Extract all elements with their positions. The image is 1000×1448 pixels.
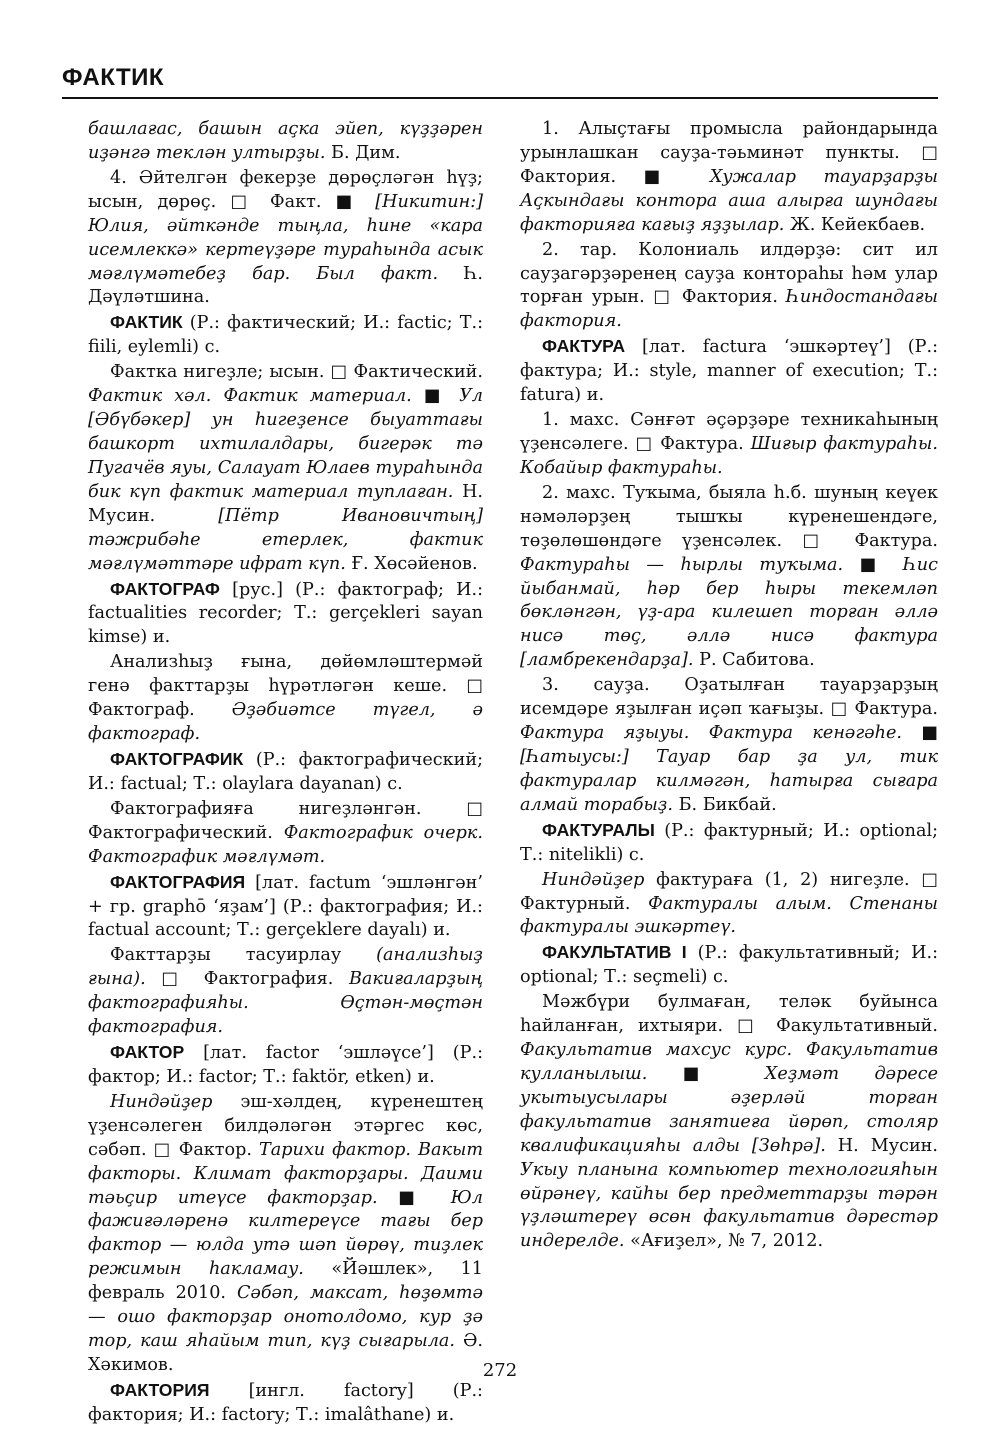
sense: Ниндәйҙер фактураға (1, 2) нигеҙле. □ Фактурный. Фактуралы алым. Стенаны фактуралы эшкәртеү. <box>520 869 938 941</box>
white-square-icon <box>635 434 653 454</box>
white-square-icon <box>154 1140 172 1160</box>
black-square-icon <box>921 723 938 743</box>
page-header-title: ФАКТИК <box>62 64 165 91</box>
sense: Анализһыҙ ғына, дөйөмләштермәй генә факттарҙы һүрәтләгән кеше. □ Фактограф. Әҙәбиәтсе түгел, ә фактограф. <box>88 651 483 747</box>
sense: Фактка нигеҙле; ысын. □ Фактический. Фактик хәл. Фактик материал. ■ Ул [Әбүбәкер] ун һигеҙенсе быуаттағы башкорт ихтилалдары, бигерәк тә Пугачёв яуы, Салауат Юлаев тураһында бик күп фактик материал туплаған. Н. Мусин. [Пётр Ивановичтың] тәжрибәһе етерлек, фактик мәғлүмәттәре ифрат күп. Ғ. Хөсәйенов. <box>88 361 483 576</box>
black-square-icon <box>683 1064 730 1084</box>
entry-headword-faktik: ФАКТИК (Р.: фактический; И.: factic; Т.: fiili, eylemli) с. <box>88 312 483 358</box>
white-square-icon <box>466 676 483 696</box>
black-square-icon <box>336 192 361 212</box>
black-square-icon <box>860 555 888 575</box>
sense: Фактографияға нигеҙләнгән. □ Фактографический. Фактографик очерк. Фактографик мәғлүмәт. <box>88 798 483 870</box>
page-number: 272 <box>482 1360 518 1381</box>
entry-headword-faktograf: ФАКТОГРАФ [рус.] (Р.: фактограф; И.: factualities recorder; Т.: gerçekleri sayan kimse) и. <box>88 578 483 648</box>
right-column <box>520 118 938 1255</box>
white-square-icon <box>331 362 348 382</box>
entry-continuation: башлағас, башын аҫка эйеп, күҙҙәрен иҙәнгә теклән ултырҙы. Б. Дим. <box>88 119 483 163</box>
black-square-icon <box>644 167 683 187</box>
sense: 4. Әйтелгән фекерҙе дөрөҫләгән һүҙ; ысын, дөрөҫ. □ Факт. ■ [Никитин:] Юлия, әйткәнде тыңла, һине «кара исемлеккә» кертеүҙәре тураһында асык мәғлүмәтебеҙ бар. Был факт. Һ. Дәүләтшина. <box>88 167 483 311</box>
sense: Мәжбүри булмаған, теләк буйынса һайланған, ихтыяри. □ Факультативный. Факультатив махсус курс. Факультатив кулланылыш. ■ Хеҙмәт дәресе укытыусылары әҙерләй торған факультатив занятиеға йөрөп, столяр квалификацияһы алды [Зөһрә]. Н. Мусин. Укыу планына компьютер технологияһын өйрәнеү, кайһы бер предметтарҙы тәрән үҙләштереү өсөн факультатив дәрестәр индерелде. «Ағиҙел», № 7, 2012. <box>520 991 938 1254</box>
header-rule <box>62 97 938 99</box>
sense: 1. Алыҫтағы промысла райондарында урынлашкан сауҙа-тәьминәт пункты. □ Фактория. ■ Хужалар тауарҙарҙы Аҫкындағы контора аша алырға шундағы факторияға кағыҙ яҙҙылар. Ж. Кейекбаев. <box>520 118 938 238</box>
left-column <box>88 118 483 1429</box>
entry-headword-faktura: ФАКТУРА [лат. factura ‘эшкәртеү’] (Р.: фактура; И.: style, manner of execution; Т.: fatura) и. <box>520 336 938 406</box>
entry-headword-fakultativ: ФАКУЛЬТАТИВ I (Р.: факультативный; И.: optional; Т.: seçmeli) с. <box>520 942 938 988</box>
entry-headword-faktografik: ФАКТОГРАФИК (Р.: фактографический; И.: factual; Т.: olaylara dayanan) с. <box>88 748 483 794</box>
white-square-icon <box>737 1016 762 1036</box>
sense: Факттарҙы тасуирлау (анализһыҙ ғына). □ Фактография. Вакиғаларҙың фактографияһы. Өҫтән-мөҫтән фактография. <box>88 944 483 1040</box>
white-square-icon <box>831 699 848 719</box>
entry-headword-faktor: ФАКТОР [лат. factor ‘эшләүсе’] (Р.: фактор; И.: factor; Т.: faktör, etken) и. <box>88 1042 483 1087</box>
white-square-icon <box>161 969 188 989</box>
sense: 2. тар. Колониаль илдәрҙә: сит ил сауҙагәрҙәренең сауҙа контораһы һәм улар торған урын. □ Фактория. Һиндостандағы фактория. <box>520 239 938 335</box>
sense: 3. сауҙа. Оҙатылған тауарҙарҙың исемдәре яҙылған иҫәп ҡағыҙы. □ Фактура. Фактура яҙыуы. Фактура кенәгәһе. ■ [Һатыусы:] Тауар бар ҙа ул, тик фактуралар килмәгән, һатырға сығара алмай торабыҙ. Б. Бикбай. <box>520 674 938 818</box>
white-square-icon <box>803 531 834 551</box>
white-square-icon <box>653 287 673 307</box>
sense: Ниндәйҙер эш-хәлдең, күренештең үҙенсәлеген билдәләгән этәргес көс, сәбәп. □ Фактор. Тарихи фактор. Вакыт факторы. Климат факторҙары. Даими тәьҫир итеүсе факторҙар. ■ Юл фажиғәләренә килтереүсе тағы бер фактор — юлда утә шәп йөрөү, тиҙлек режимын һакламау. «Йәшлек», 11 февраль 2010. Сәбәп, максат, һөҙөмтә — ошо факторҙар онотолдомо, кур ҙә тор, каш яһайым тип, күҙ сығарыла. Ә. Хәкимов. <box>88 1091 483 1378</box>
black-square-icon <box>424 386 447 406</box>
sense: 1. махс. Сәнғәт әҫәрҙәре техникаһының үҙенсәлеге. □ Фактура. Шиғыр фактураһы. Кобайыр фактураһы. <box>520 409 938 481</box>
black-square-icon <box>398 1188 430 1208</box>
entry-headword-faktografiya: ФАКТОГРАФИЯ [лат. factum ‘эшләнгән’ + гр. graphō ‘яҙам’] (Р.: фактография; И.: factual account; Т.: gerçeklere dayalı) и. <box>88 871 483 941</box>
entry-headword-fakturaly: ФАКТУРАЛЫ (Р.: фактурный; И.: optional; Т.: nitelikli) с. <box>520 819 938 865</box>
white-square-icon <box>466 799 483 819</box>
white-square-icon <box>921 870 938 890</box>
entry-headword-faktoriya: ФАКТОРИЯ [ингл. factory] (Р.: фактория; И.: factory; Т.: imalâthane) и. <box>88 1379 483 1425</box>
sense: 2. махс. Туҡыма, быяла һ.б. шуның кеүек нәмәләрҙең тышҡы күренешендәге, төҙөлөшөндәге үҙенсәлек. □ Фактура. Фактураһы — һырлы туҡыма. ■ Һис йыбанмай, һәр бер һыры текемләп бөкләнгән, үҙ-ара килешеп торған әллә нисә төҫ, әллә нисә фактура [ламбрекендарҙа]. Р. Сабитова. <box>520 482 938 673</box>
white-square-icon <box>230 192 255 212</box>
white-square-icon <box>921 143 938 163</box>
